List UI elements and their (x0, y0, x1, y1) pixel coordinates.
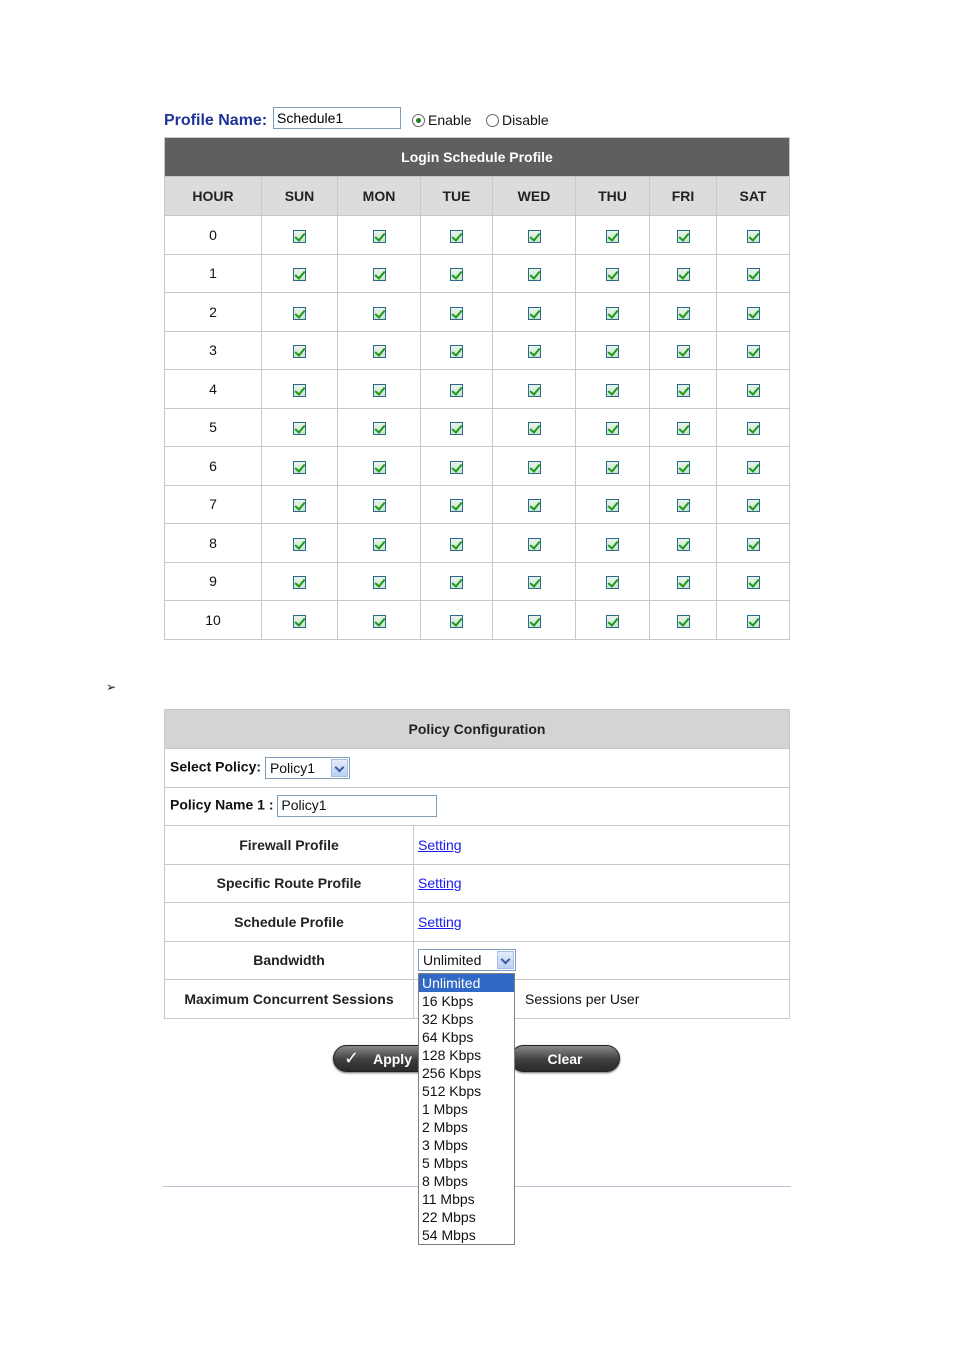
day-cell (717, 254, 790, 293)
day-cell (576, 370, 650, 409)
radio-selected-icon (412, 114, 425, 127)
table-row (165, 601, 790, 640)
checkbox-checked-icon[interactable] (677, 538, 690, 551)
day-cell (576, 331, 650, 370)
day-cell (421, 370, 493, 409)
checkbox-checked-icon[interactable] (606, 307, 619, 320)
checkbox-checked-icon[interactable] (677, 345, 690, 358)
day-cell (576, 562, 650, 601)
checkbox-checked-icon[interactable] (450, 461, 463, 474)
day-cell (576, 408, 650, 447)
table-row (165, 331, 790, 370)
checkbox-checked-icon[interactable] (747, 576, 760, 589)
day-cell (576, 485, 650, 524)
route-profile-label: Specific Route Profile (165, 864, 414, 903)
select-policy-label: Select Policy: (170, 758, 262, 775)
checkbox-checked-icon[interactable] (747, 538, 760, 551)
checkbox-checked-icon[interactable] (373, 538, 386, 551)
bandwidth-option[interactable]: 2 Mbps (422, 1119, 468, 1135)
day-cell (717, 331, 790, 370)
policy-name-row (165, 787, 790, 826)
checkbox-checked-icon[interactable] (373, 345, 386, 358)
checkbox-checked-icon[interactable] (293, 384, 306, 397)
bandwidth-option[interactable]: 8 Mbps (422, 1173, 468, 1189)
day-cell (421, 408, 493, 447)
day-cell (262, 485, 338, 524)
schedule-setting-link[interactable]: Setting (418, 913, 462, 930)
checkbox-checked-icon[interactable] (293, 268, 306, 281)
hour-cell: 1 (165, 254, 262, 293)
day-cell (576, 447, 650, 486)
hour-cell: 10 (165, 601, 262, 640)
day-cell (338, 370, 421, 409)
checkbox-checked-icon[interactable] (677, 499, 690, 512)
select-policy-row (165, 749, 790, 788)
checkbox-checked-icon[interactable] (677, 461, 690, 474)
radio-unselected-icon (486, 114, 499, 127)
day-cell (493, 331, 576, 370)
bandwidth-option[interactable]: 32 Kbps (422, 1011, 474, 1027)
table-row (165, 216, 790, 255)
hour-cell: 6 (165, 447, 262, 486)
apply-label: Apply (373, 1050, 412, 1067)
day-cell (262, 254, 338, 293)
bandwidth-option[interactable]: 11 Mbps (422, 1191, 475, 1207)
day-cell (576, 524, 650, 563)
checkbox-checked-icon[interactable] (450, 345, 463, 358)
table-row (165, 524, 790, 563)
checkbox-checked-icon[interactable] (293, 345, 306, 358)
checkbox-checked-icon[interactable] (747, 345, 760, 358)
checkbox-checked-icon[interactable] (606, 268, 619, 281)
day-cell (493, 601, 576, 640)
schedule-table-title: Login Schedule Profile (165, 138, 790, 177)
day-cell (717, 408, 790, 447)
checkbox-checked-icon[interactable] (606, 384, 619, 397)
checkbox-checked-icon[interactable] (373, 461, 386, 474)
day-cell (338, 485, 421, 524)
bandwidth-option[interactable]: 1 Mbps (422, 1101, 468, 1117)
checkbox-checked-icon[interactable] (747, 615, 760, 628)
day-cell (421, 562, 493, 601)
policy-name-label: Policy Name 1 : (170, 796, 274, 813)
bandwidth-option[interactable]: 256 Kbps (422, 1065, 482, 1081)
sessions-per-user-label: Sessions per User (525, 990, 640, 1007)
hour-cell: 8 (165, 524, 262, 563)
checkbox-checked-icon[interactable] (373, 615, 386, 628)
checkbox-checked-icon[interactable] (450, 576, 463, 589)
checkbox-checked-icon[interactable] (450, 615, 463, 628)
day-cell (493, 216, 576, 255)
checkbox-checked-icon[interactable] (528, 268, 541, 281)
checkbox-checked-icon[interactable] (373, 499, 386, 512)
day-cell (650, 254, 717, 293)
day-cell (650, 562, 717, 601)
checkbox-checked-icon[interactable] (677, 422, 690, 435)
checkbox-checked-icon[interactable] (450, 268, 463, 281)
login-schedule-table (164, 137, 790, 640)
checkbox-checked-icon[interactable] (747, 461, 760, 474)
hour-cell: 0 (165, 216, 262, 255)
bandwidth-option[interactable]: 5 Mbps (422, 1155, 468, 1171)
checkbox-checked-icon[interactable] (293, 307, 306, 320)
bandwidth-option[interactable]: 22 Mbps (422, 1209, 476, 1225)
day-cell (421, 254, 493, 293)
checkbox-checked-icon[interactable] (606, 615, 619, 628)
checkbox-checked-icon[interactable] (450, 307, 463, 320)
table-row (165, 254, 790, 293)
day-cell (650, 601, 717, 640)
checkbox-checked-icon[interactable] (528, 230, 541, 243)
checkbox-checked-icon[interactable] (747, 384, 760, 397)
day-cell (262, 331, 338, 370)
policy-table-title: Policy Configuration (165, 710, 790, 749)
bandwidth-option[interactable]: 16 Kbps (422, 993, 474, 1009)
table-row (165, 485, 790, 524)
checkbox-checked-icon[interactable] (528, 384, 541, 397)
day-cell (262, 524, 338, 563)
day-cell (717, 524, 790, 563)
day-cell (717, 562, 790, 601)
day-cell (576, 216, 650, 255)
hour-cell: 7 (165, 485, 262, 524)
day-cell (262, 370, 338, 409)
day-cell (262, 601, 338, 640)
table-row (165, 370, 790, 409)
col-header-thu: THU (576, 177, 650, 216)
enable-label: Enable (428, 112, 472, 128)
day-cell (650, 216, 717, 255)
day-cell (338, 216, 421, 255)
day-cell (650, 293, 717, 332)
table-row (165, 562, 790, 601)
profile-name-label: Profile Name: (164, 112, 268, 129)
bandwidth-value: Unlimited (423, 952, 482, 969)
chevron-down-icon[interactable] (497, 951, 514, 969)
checkbox-checked-icon[interactable] (747, 499, 760, 512)
day-cell (338, 447, 421, 486)
checkbox-checked-icon[interactable] (373, 307, 386, 320)
check-icon: ✓ (344, 1048, 360, 1068)
hour-cell: 3 (165, 331, 262, 370)
disable-label: Disable (502, 112, 549, 128)
checkbox-checked-icon[interactable] (450, 538, 463, 551)
checkbox-checked-icon[interactable] (293, 576, 306, 589)
day-cell (576, 254, 650, 293)
checkbox-checked-icon[interactable] (450, 422, 463, 435)
table-row (165, 408, 790, 447)
checkbox-checked-icon[interactable] (606, 422, 619, 435)
checkbox-checked-icon[interactable] (450, 384, 463, 397)
checkbox-checked-icon[interactable] (677, 384, 690, 397)
max-sessions-label: Maximum Concurrent Sessions (165, 980, 414, 1019)
checkbox-checked-icon[interactable] (373, 230, 386, 243)
firewall-setting-link[interactable]: Setting (418, 836, 462, 853)
checkbox-checked-icon[interactable] (747, 230, 760, 243)
checkbox-checked-icon[interactable] (528, 615, 541, 628)
checkbox-checked-icon[interactable] (606, 538, 619, 551)
checkbox-checked-icon[interactable] (677, 307, 690, 320)
day-cell (493, 447, 576, 486)
day-cell (338, 331, 421, 370)
checkbox-checked-icon[interactable] (293, 461, 306, 474)
day-cell (338, 562, 421, 601)
chevron-down-icon[interactable] (331, 759, 348, 777)
day-cell (262, 408, 338, 447)
profile-row (164, 106, 804, 134)
checkbox-checked-icon[interactable] (606, 345, 619, 358)
day-cell (650, 408, 717, 447)
day-cell (493, 254, 576, 293)
bullet-arrow-icon: ➢ (106, 680, 117, 694)
day-cell (262, 293, 338, 332)
checkbox-checked-icon[interactable] (293, 615, 306, 628)
day-cell (493, 485, 576, 524)
enable-radio[interactable] (412, 112, 472, 128)
day-cell (421, 485, 493, 524)
col-header-sun: SUN (262, 177, 338, 216)
checkbox-checked-icon[interactable] (747, 422, 760, 435)
table-row (165, 447, 790, 486)
day-cell (338, 408, 421, 447)
clear-button[interactable] (510, 1045, 620, 1072)
day-cell (576, 601, 650, 640)
profile-name-input[interactable] (273, 107, 401, 129)
checkbox-checked-icon[interactable] (450, 230, 463, 243)
checkbox-checked-icon[interactable] (293, 499, 306, 512)
bandwidth-option[interactable]: 3 Mbps (422, 1137, 468, 1153)
bandwidth-option[interactable]: 64 Kbps (422, 1029, 474, 1045)
col-header-sat: SAT (717, 177, 790, 216)
day-cell (717, 370, 790, 409)
checkbox-checked-icon[interactable] (606, 461, 619, 474)
day-cell (262, 216, 338, 255)
day-cell (338, 293, 421, 332)
checkbox-checked-icon[interactable] (373, 268, 386, 281)
schedule-profile-label: Schedule Profile (165, 903, 414, 942)
day-cell (650, 524, 717, 563)
checkbox-checked-icon[interactable] (528, 538, 541, 551)
bandwidth-options-list[interactable] (418, 973, 515, 1245)
bandwidth-option[interactable]: Unlimited (419, 974, 514, 992)
day-cell (650, 485, 717, 524)
checkbox-checked-icon[interactable] (528, 345, 541, 358)
route-setting-link[interactable]: Setting (418, 875, 462, 892)
bandwidth-option[interactable]: 54 Mbps (422, 1227, 476, 1243)
clear-label: Clear (547, 1050, 583, 1067)
checkbox-checked-icon[interactable] (747, 268, 760, 281)
bandwidth-option[interactable]: 512 Kbps (422, 1083, 482, 1099)
disable-radio[interactable] (486, 112, 549, 128)
day-cell (493, 408, 576, 447)
col-header-hour: HOUR (165, 177, 262, 216)
col-header-wed: WED (493, 177, 576, 216)
checkbox-checked-icon[interactable] (677, 268, 690, 281)
select-policy-dropdown[interactable] (265, 757, 350, 779)
day-cell (421, 524, 493, 563)
day-cell (421, 293, 493, 332)
checkbox-checked-icon[interactable] (677, 615, 690, 628)
day-cell (421, 216, 493, 255)
day-cell (650, 331, 717, 370)
bandwidth-option[interactable]: 128 Kbps (422, 1047, 482, 1063)
checkbox-checked-icon[interactable] (373, 384, 386, 397)
checkbox-checked-icon[interactable] (373, 576, 386, 589)
checkbox-checked-icon[interactable] (528, 576, 541, 589)
day-cell (421, 331, 493, 370)
checkbox-checked-icon[interactable] (606, 576, 619, 589)
col-header-mon: MON (338, 177, 421, 216)
hour-cell: 4 (165, 370, 262, 409)
checkbox-checked-icon[interactable] (373, 422, 386, 435)
day-cell (717, 447, 790, 486)
policy-name-input[interactable]: Policy1 (277, 795, 437, 817)
day-cell (421, 601, 493, 640)
col-header-tue: TUE (421, 177, 493, 216)
col-header-fri: FRI (650, 177, 717, 216)
day-cell (717, 293, 790, 332)
checkbox-checked-icon[interactable] (677, 576, 690, 589)
checkbox-checked-icon[interactable] (293, 422, 306, 435)
day-cell (262, 562, 338, 601)
day-cell (338, 254, 421, 293)
firewall-profile-label: Firewall Profile (165, 826, 414, 865)
bandwidth-select[interactable] (418, 949, 516, 971)
day-cell (717, 485, 790, 524)
checkbox-checked-icon[interactable] (293, 230, 306, 243)
day-cell (717, 216, 790, 255)
hour-cell: 5 (165, 408, 262, 447)
day-cell (338, 601, 421, 640)
checkbox-checked-icon[interactable] (293, 538, 306, 551)
checkbox-checked-icon[interactable] (606, 230, 619, 243)
day-cell (262, 447, 338, 486)
checkbox-checked-icon[interactable] (677, 230, 690, 243)
hour-cell: 2 (165, 293, 262, 332)
checkbox-checked-icon[interactable] (606, 499, 619, 512)
bandwidth-label: Bandwidth (165, 941, 414, 980)
day-cell (650, 370, 717, 409)
day-cell (493, 293, 576, 332)
checkbox-checked-icon[interactable] (528, 499, 541, 512)
day-cell (493, 524, 576, 563)
checkbox-checked-icon[interactable] (450, 499, 463, 512)
checkbox-checked-icon[interactable] (528, 422, 541, 435)
checkbox-checked-icon[interactable] (528, 461, 541, 474)
day-cell (493, 370, 576, 409)
select-policy-value: Policy1 (269, 759, 316, 776)
checkbox-checked-icon[interactable] (747, 307, 760, 320)
checkbox-checked-icon[interactable] (528, 307, 541, 320)
day-cell (338, 524, 421, 563)
day-cell (717, 601, 790, 640)
table-row (165, 293, 790, 332)
day-cell (493, 562, 576, 601)
hour-cell: 9 (165, 562, 262, 601)
day-cell (421, 447, 493, 486)
day-cell (650, 447, 717, 486)
day-cell (576, 293, 650, 332)
